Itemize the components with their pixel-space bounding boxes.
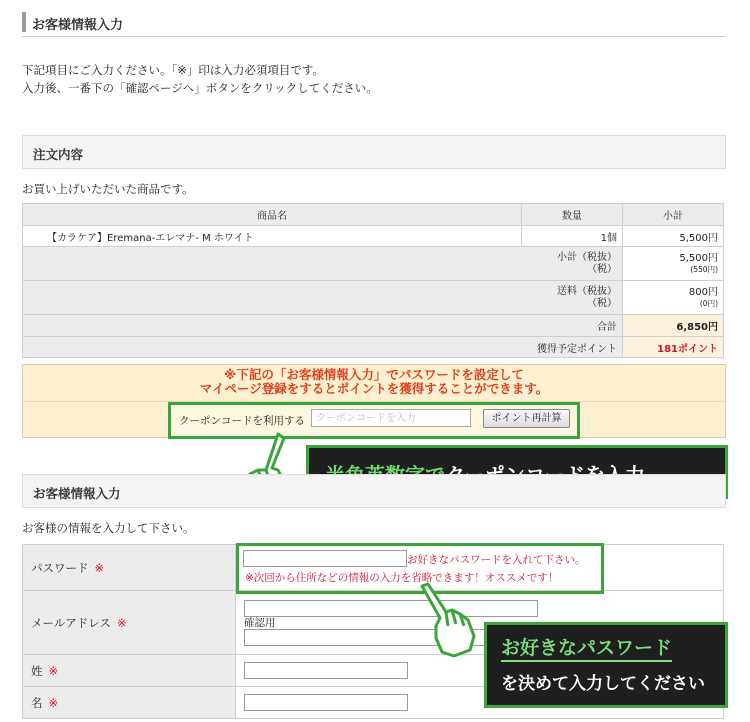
password-label-cell — [23, 545, 236, 591]
order-section-header — [22, 135, 726, 169]
points-row — [23, 337, 724, 358]
shipping-tax-label: （税） — [587, 297, 617, 309]
first-name-field[interactable] — [244, 694, 408, 711]
item-price: 5,500円 — [623, 226, 724, 247]
points-value: 181ポイント — [623, 337, 724, 358]
page-title-bar — [22, 8, 726, 37]
points-notice-line-1: ※下記の「お客様情報入力」でパスワードを設定して — [224, 367, 524, 382]
col-qty: 数量 — [522, 204, 623, 226]
password-callout-line-2: を決めて入力してください — [501, 674, 705, 694]
subtotal-tax-value: (550円) — [690, 265, 718, 274]
shipping-label-cell — [23, 281, 623, 315]
password-tip: ※次回から住所などの情報の入力を省略できます！オススメです！ — [245, 572, 559, 584]
first-name-label: 名 — [31, 695, 43, 710]
customer-section-title: お客様情報入力 — [33, 486, 121, 501]
password-callout-line-1: お好きなパスワード — [501, 633, 672, 662]
total-label: 合計 — [23, 315, 623, 337]
first-name-label-cell — [23, 687, 236, 719]
last-name-label-cell — [23, 655, 236, 687]
item-name: 【カラケア】Eremana-エレマナ- M ホワイト — [23, 226, 522, 247]
coupon-input[interactable]: クーポンコードを入力 — [311, 409, 471, 427]
intro-line-2: 入力後、一番下の「確認ページへ」ボタンをクリックしてください。 — [22, 81, 378, 95]
email-field[interactable] — [244, 600, 538, 617]
points-label: 獲得予定ポイント — [23, 337, 623, 358]
required-mark: ※ — [48, 695, 59, 710]
order-section-title: 注文内容 — [33, 147, 84, 162]
order-table — [22, 203, 724, 358]
customer-section-header — [22, 474, 726, 508]
total-row — [23, 315, 724, 337]
shipping-value: 800円 — [688, 287, 718, 298]
last-name-label: 姓 — [31, 663, 43, 678]
last-name-field[interactable] — [244, 662, 408, 679]
order-header-row — [23, 204, 724, 226]
page-title: お客様情報入力 — [32, 18, 124, 33]
subtotal-label: 小計（税抜） — [557, 251, 617, 263]
shipping-row — [23, 281, 724, 315]
required-mark: ※ — [116, 615, 127, 630]
pointing-hand-icon — [416, 580, 480, 660]
coupon-area — [168, 402, 580, 439]
shipping-label: 送料（税抜） — [557, 285, 617, 297]
points-notice-line-2: マイページ登録をするとポイントを獲得することができます。 — [199, 381, 549, 396]
required-mark: ※ — [94, 560, 105, 575]
item-qty: 1個 — [522, 226, 623, 247]
order-note: お買い上げいただいた商品です。 — [22, 182, 194, 196]
customer-note: お客様の情報を入力して下さい。 — [22, 521, 195, 535]
col-subtotal: 小計 — [623, 204, 724, 226]
total-value: 6,850円 — [623, 315, 724, 337]
email-label: メールアドレス — [31, 615, 111, 630]
email-confirm-label: 確認用 — [244, 616, 276, 629]
email-label-cell — [23, 591, 236, 655]
intro-line-1: 下記項目にご入力ください。「※」印は入力必須項目です。 — [22, 63, 324, 77]
subtotal-value-cell — [623, 247, 724, 281]
required-mark: ※ — [48, 663, 59, 678]
subtotal-row — [23, 247, 724, 281]
shipping-value-cell — [623, 281, 724, 315]
password-label: パスワード — [31, 560, 89, 575]
password-field[interactable] — [243, 550, 407, 567]
subtotal-value: 5,500円 — [679, 253, 718, 264]
password-hint: お好きなパスワードを入れて下さい。 — [407, 554, 586, 566]
coupon-label: クーポンコードを利用する — [179, 415, 305, 427]
shipping-tax-value: (0円) — [699, 299, 718, 308]
password-callout — [484, 622, 728, 708]
points-notice — [23, 368, 725, 396]
subtotal-tax-label: （税） — [587, 263, 617, 275]
title-accent — [22, 12, 26, 32]
table-row — [23, 226, 724, 247]
col-product: 商品名 — [23, 204, 522, 226]
subtotal-label-cell — [23, 247, 623, 281]
recalculate-points-button[interactable]: ポイント再計算 — [483, 409, 570, 428]
